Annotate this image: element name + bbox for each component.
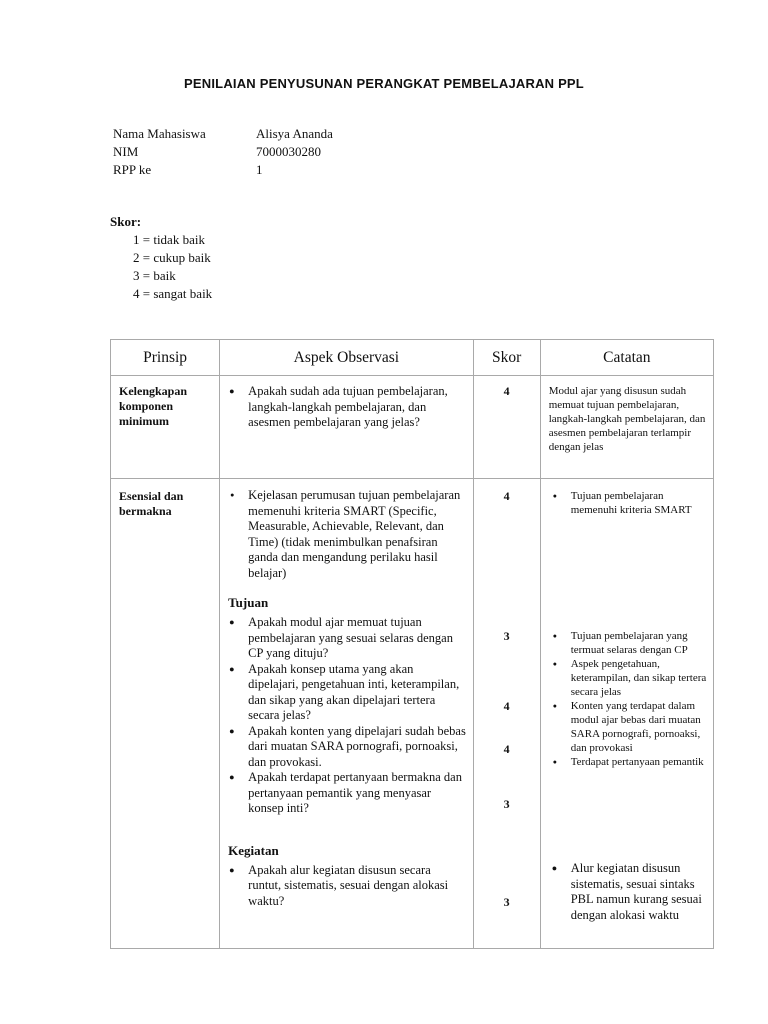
prinsip-cell: Kelengkapan komponen minimum <box>111 376 220 479</box>
section-heading-tujuan: Tujuan <box>228 595 269 610</box>
prinsip-cell: Esensial dan bermakna <box>111 479 220 949</box>
document-title: PENILAIAN PENYUSUNAN PERANGKAT PEMBELAJARAN PPL <box>184 76 584 91</box>
score-value: 4 <box>503 384 510 398</box>
header-prinsip: Prinsip <box>111 340 220 376</box>
aspek-cell <box>220 376 473 479</box>
score-value: 3 <box>503 895 510 909</box>
info-label: NIM <box>113 144 139 159</box>
score-value: 3 <box>503 629 510 643</box>
header-aspek: Aspek Observasi <box>220 340 473 376</box>
list-item: ● Tujuan pembelajaran memenuhi kriteria SMART <box>549 489 709 517</box>
list-item: ● Alur kegiatan disusun sistematis, sesuai sintaks PBL namun kurang sesuai dengan alokasi waktu <box>549 861 709 923</box>
list-item: ● Kejelasan perumusan tujuan pembelajaran memenuhi kriteria SMART (Specific, Measurable, Achievable, Relevant, dan Time) (tidak menimbulkan penafsiran ganda dan mengandung perilaku hasil belajar) <box>226 488 466 581</box>
list-item: ● Apakah alur kegiatan disusun secara runtut, sistematis, sesuai dengan alokasi waktu? <box>226 863 466 910</box>
list-item: ● Apakah konten yang dipelajari sudah bebas dari muatan SARA pornografi, pornoaksi, dan provokasi. <box>226 724 466 771</box>
header-catatan: Catatan <box>540 340 713 376</box>
list-item: ● Terdapat pertanyaan pemantik <box>549 755 709 769</box>
info-value: 7000030280 <box>256 144 321 159</box>
info-row-nim <box>113 143 333 161</box>
info-value: Alisya Ananda <box>256 126 333 141</box>
student-info <box>113 125 333 179</box>
info-label: Nama Mahasiswa <box>113 126 206 141</box>
list-item: ● Apakah modul ajar memuat tujuan pembelajaran yang sesuai selaras dengan CP yang dituju? <box>226 615 466 662</box>
skor-cell <box>473 376 540 479</box>
list-item: ● Tujuan pembelajaran yang termuat selaras dengan CP <box>549 629 709 657</box>
list-item: ● Apakah konsep utama yang akan dipelajari, pengetahuan inti, keterampilan, dan sikap yang akan dipelajari tertera secara jelas? <box>226 662 466 724</box>
score-legend-item: 1 = tidak baik <box>133 232 205 247</box>
header-skor: Skor <box>473 340 540 376</box>
score-value: 4 <box>503 699 510 713</box>
list-item: ● Aspek pengetahuan, keterampilan, dan sikap tertera secara jelas <box>549 657 709 699</box>
score-legend-item: 4 = sangat baik <box>133 286 213 301</box>
info-row-rpp <box>113 161 333 179</box>
score-legend <box>110 213 212 303</box>
table-row <box>111 376 714 479</box>
list-item: ● Konten yang terdapat dalam modul ajar bebas dari muatan SARA pornografi, pornoaksi, dan provokasi <box>549 699 709 755</box>
table-header-row <box>111 340 714 376</box>
catatan-cell <box>540 479 713 949</box>
score-value: 4 <box>503 489 510 503</box>
table-row <box>111 479 714 949</box>
info-row-name <box>113 125 333 143</box>
list-item: ● Apakah terdapat pertanyaan bermakna dan pertanyaan pemantik yang menyasar konsep inti? <box>226 770 466 817</box>
score-legend-item: 3 = baik <box>133 268 176 283</box>
catatan-cell: Modul ajar yang disusun sudah memuat tujuan pembelajaran, langkah-langkah pembelajaran, dan asesmen pembelajaran terlampir dengan jelas <box>540 376 713 479</box>
score-legend-heading: Skor: <box>110 214 142 229</box>
score-legend-item: 2 = cukup baik <box>133 250 211 265</box>
skor-cell <box>473 479 540 949</box>
score-value: 4 <box>503 742 510 756</box>
info-value: 1 <box>256 162 263 177</box>
aspek-cell <box>220 479 473 949</box>
info-label: RPP ke <box>113 162 152 177</box>
list-item: ● Apakah sudah ada tujuan pembelajaran, langkah-langkah pembelajaran, dan asesmen pembelajaran yang jelas? <box>226 384 466 431</box>
score-value: 3 <box>503 797 510 811</box>
observation-table <box>110 339 714 949</box>
section-heading-kegiatan: Kegiatan <box>228 842 279 858</box>
